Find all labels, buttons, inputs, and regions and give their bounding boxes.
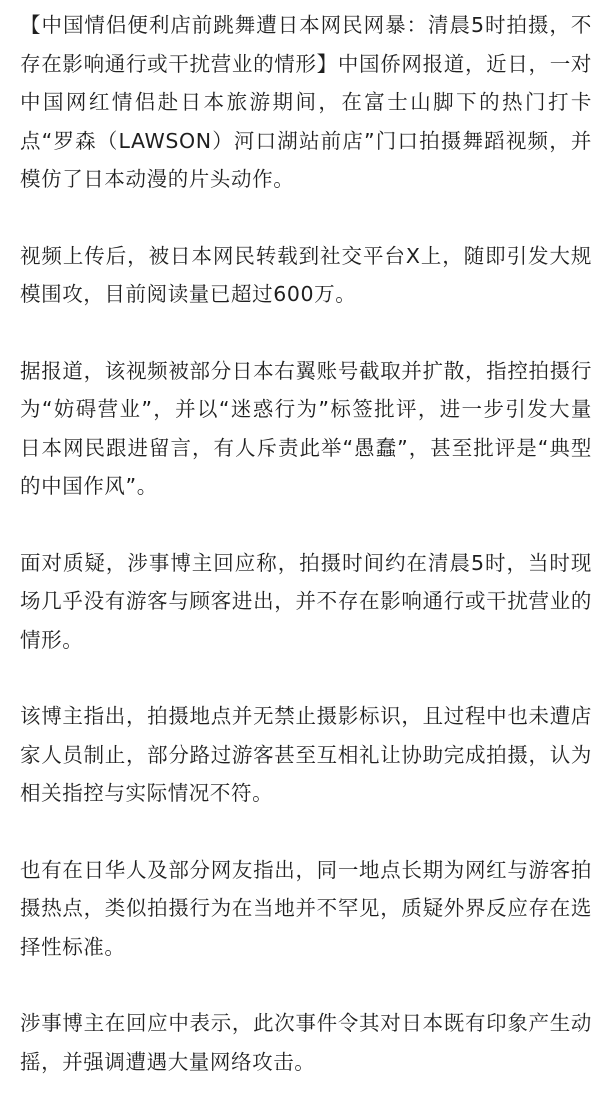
article-paragraph: 也有在日华人及部分网友指出，同一地点长期为网红与游客拍摄热点，类似拍摄行为在当地并不罕见，质疑外界反应存在选择性标准。 bbox=[20, 857, 592, 959]
article-paragraph: 【中国情侣便利店前跳舞遭日本网民网暴：清晨5时拍摄，不存在影响通行或干扰营业的情形】中国侨网报道，近日，一对中国网红情侣赴日本旅游期间，在富士山脚下的热门打卡点“罗森（LAWSON）河口湖站前店”门口拍摄舞蹈视频，并模仿了日本动漫的片头动作。 bbox=[20, 13, 592, 191]
article-paragraph: 据报道，该视频被部分日本右翼账号截取并扩散，指控拍摄行为“妨碍营业”，并以“迷惑行为”标签批评，进一步引发大量日本网民跟进留言，有人斥责此举“愚蠢”，甚至批评是“典型的中国作风”。 bbox=[20, 358, 592, 498]
article-paragraph: 涉事博主在回应中表示，此次事件令其对日本既有印象产生动摇，并强调遭遇大量网络攻击。 bbox=[20, 1011, 592, 1074]
article-paragraph: 面对质疑，涉事博主回应称，拍摄时间约在清晨5时，当时现场几乎没有游客与顾客进出，并不存在影响通行或干扰营业的情形。 bbox=[20, 550, 592, 652]
article-paragraph: 视频上传后，被日本网民转载到社交平台X上，随即引发大规模围攻，目前阅读量已超过600万。 bbox=[20, 243, 592, 306]
article-paragraph: 该博主指出，拍摄地点并无禁止摄影标识，且过程中也未遭店家人员制止，部分路过游客甚至互相礼让协助完成拍摄，认为相关指控与实际情况不符。 bbox=[20, 704, 592, 805]
